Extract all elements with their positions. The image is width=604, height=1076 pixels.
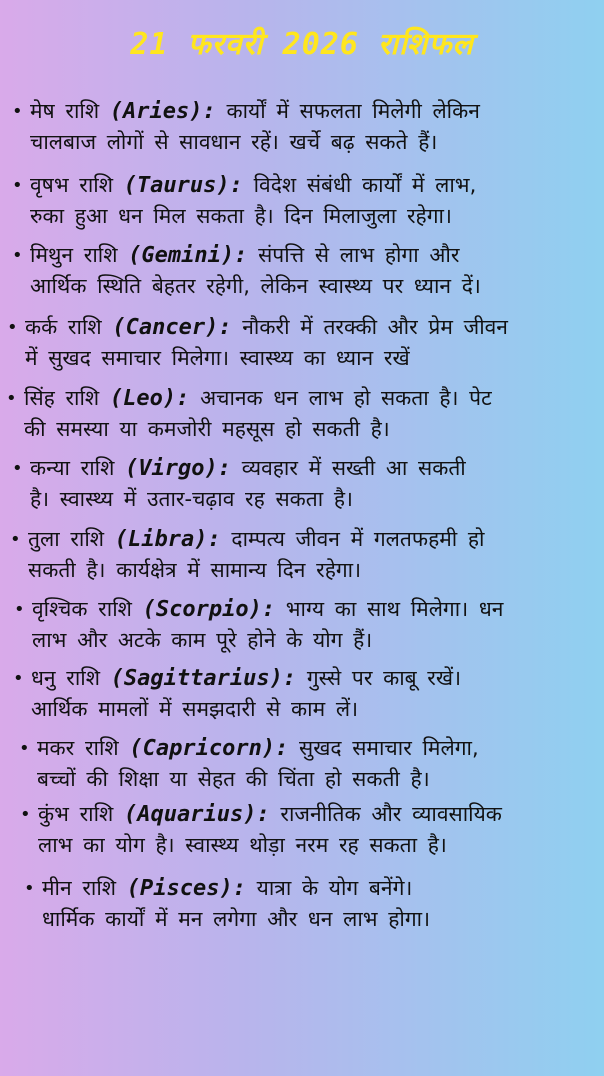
sign-name-english: (Pisces):	[126, 876, 246, 901]
item-line-1	[30, 170, 476, 201]
bullet-icon: •	[12, 101, 23, 122]
horoscope-item-cancer	[7, 312, 508, 374]
bullet-icon: •	[6, 388, 17, 409]
sign-name-hindi: मिथुन राशि	[30, 243, 118, 267]
bullet-icon: •	[19, 738, 30, 759]
item-line-2: है। स्वास्थ्य में उतार-चढ़ाव रह सकता है।	[30, 487, 353, 511]
item-line-1	[32, 594, 503, 625]
sign-name-hindi: सिंह राशि	[24, 386, 100, 410]
horoscope-item-aries	[12, 96, 480, 158]
item-line-1	[30, 96, 480, 127]
item-line-1	[38, 799, 502, 830]
prediction-text: गुस्से पर काबू रखें।	[306, 666, 462, 690]
sign-name-hindi: मेष राशि	[30, 99, 100, 123]
bullet-icon: •	[24, 878, 35, 899]
sign-name-hindi: कुंभ राशि	[38, 802, 114, 826]
item-line-1	[42, 873, 430, 904]
horoscope-item-scorpio	[14, 594, 504, 656]
prediction-text: कार्यों में सफलता मिलेगी लेकिन	[226, 99, 480, 123]
item-line-1	[28, 524, 484, 555]
horoscope-item-capricorn	[19, 733, 479, 795]
bullet-icon: •	[12, 458, 23, 479]
item-line-2: सकती है। कार्यक्षेत्र में सामान्य दिन रहेगा।	[28, 558, 362, 582]
item-line-1	[31, 663, 461, 694]
item-line-2: बच्चों की शिक्षा या सेहत की चिंता हो सकती है।	[37, 767, 430, 791]
horoscope-item-gemini	[12, 240, 481, 302]
prediction-text: भाग्य का साथ मिलेगा। धन	[285, 597, 504, 621]
item-line-2: लाभ का योग है। स्वास्थ्य थोड़ा नरम रह सकता है।	[38, 833, 447, 857]
prediction-text: यात्रा के योग बनेंगे।	[256, 876, 413, 900]
horoscope-item-virgo	[12, 453, 466, 515]
sign-name-english: (Capricorn):	[129, 736, 289, 761]
bullet-icon: •	[14, 599, 25, 620]
item-line-2: रुका हुआ धन मिल सकता है। दिन मिलाजुला रहेगा।	[30, 204, 452, 228]
sign-name-hindi: मकर राशि	[37, 736, 119, 760]
prediction-text: संपत्ति से लाभ होगा और	[258, 243, 460, 267]
bullet-icon: •	[12, 175, 23, 196]
horoscope-item-sagittarius	[13, 663, 462, 725]
item-line-2: में सुखद समाचार मिलेगा। स्वास्थ्य का ध्यान रखें	[25, 346, 410, 370]
bullet-icon: •	[12, 245, 23, 266]
sign-name-english: (Libra):	[114, 527, 221, 552]
item-line-1	[25, 312, 508, 343]
horoscope-item-aquarius	[20, 799, 502, 861]
horoscope-item-libra	[10, 524, 485, 586]
item-line-2: लाभ और अटके काम पूरे होने के योग हैं।	[32, 628, 373, 652]
sign-name-english: (Virgo):	[125, 456, 232, 481]
prediction-text: दाम्पत्य जीवन में गलतफहमी हो	[231, 527, 485, 551]
sign-name-english: (Aries):	[109, 99, 216, 124]
sign-name-english: (Leo):	[109, 386, 190, 411]
prediction-text: व्यवहार में सख्ती आ सकती	[241, 456, 466, 480]
prediction-text: सुखद समाचार मिलेगा,	[299, 736, 479, 760]
horoscope-item-leo	[6, 383, 492, 445]
item-line-2: आर्थिक मामलों में समझदारी से काम लें।	[31, 697, 359, 721]
item-line-1	[24, 383, 492, 414]
sign-name-hindi: वृषभ राशि	[30, 173, 113, 197]
item-line-1	[37, 733, 479, 764]
sign-name-hindi: मीन राशि	[42, 876, 117, 900]
sign-name-english: (Aquarius):	[124, 802, 270, 827]
item-line-2: चालबाज लोगों से सावधान रहें। खर्चे बढ़ सकते हैं।	[30, 130, 438, 154]
bullet-icon: •	[20, 804, 31, 825]
page-title: 21 फरवरी 2026 राशिफल	[130, 27, 474, 62]
sign-name-english: (Gemini):	[128, 243, 248, 268]
horoscope-item-pisces	[24, 873, 431, 935]
prediction-text: राजनीतिक और व्यावसायिक	[280, 802, 502, 826]
prediction-text: अचानक धन लाभ हो सकता है। पेट	[200, 386, 492, 410]
item-line-1	[30, 453, 466, 484]
sign-name-hindi: कर्क राशि	[25, 315, 102, 339]
sign-name-hindi: धनु राशि	[31, 666, 100, 690]
sign-name-english: (Sagittarius):	[110, 666, 297, 691]
sign-name-hindi: वृश्चिक राशि	[32, 597, 132, 621]
item-line-2: आर्थिक स्थिति बेहतर रहेगी, लेकिन स्वास्थ्य पर ध्यान दें।	[30, 274, 481, 298]
item-line-2: की समस्या या कमजोरी महसूस हो सकती है।	[24, 417, 390, 441]
prediction-text: विदेश संबंधी कार्यों में लाभ,	[253, 173, 477, 197]
bullet-icon: •	[7, 317, 18, 338]
item-line-2: धार्मिक कार्यों में मन लगेगा और धन लाभ होगा।	[42, 907, 431, 931]
prediction-text: नौकरी में तरक्की और प्रेम जीवन	[242, 315, 508, 339]
bullet-icon: •	[10, 529, 21, 550]
bullet-icon: •	[13, 668, 24, 689]
sign-name-english: (Scorpio):	[142, 597, 276, 622]
sign-name-english: (Taurus):	[123, 173, 243, 198]
sign-name-hindi: तुला राशि	[28, 527, 105, 551]
sign-name-english: (Cancer):	[112, 315, 232, 340]
sign-name-hindi: कन्या राशि	[30, 456, 115, 480]
horoscope-item-taurus	[12, 170, 477, 232]
item-line-1	[30, 240, 481, 271]
